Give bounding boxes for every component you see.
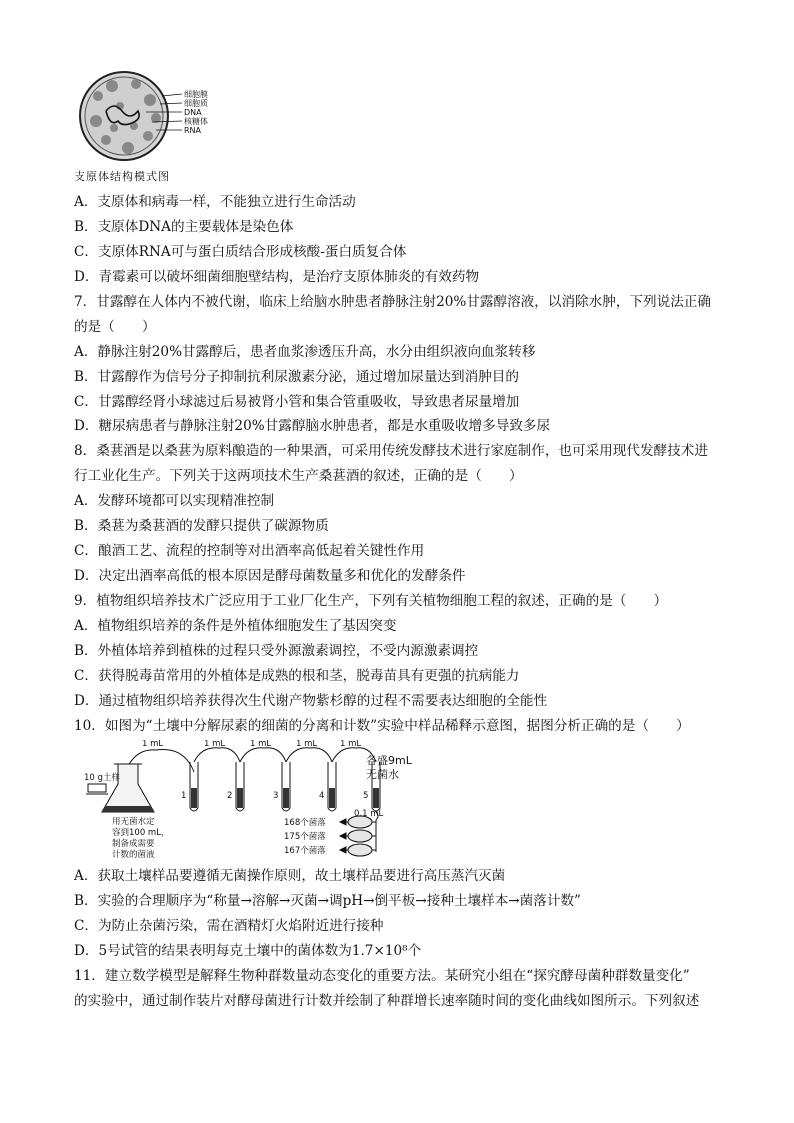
q7-stem-line1: 7．甘露醇在人体内不被代谢，临床上给脑水肿患者静脉注射20%甘露醇溶液，以消除水肿，下列说法正确 xyxy=(74,294,711,310)
q8-option-c: C．酿酒工艺、流程的控制等对出酒率高低起着关键性作用 xyxy=(74,543,425,559)
mycoplasma-structure-figure xyxy=(76,66,256,166)
colony-count-2: 175个菌落 xyxy=(284,832,326,842)
tube-number-1: 1 xyxy=(181,791,187,801)
q9-option-b: B．外植体培养到植株的过程只受外源激素调控，不受内源激素调控 xyxy=(74,643,479,659)
q10-option-b: B．实验的合理顺序为“称量→溶解→灭菌→调pH→倒平板→接种土壤样本→菌落计数” xyxy=(74,893,582,909)
q8-option-d: D．决定出酒率高低的根本原因是酵母菌数量多和优化的发酵条件 xyxy=(74,568,466,584)
tube-number-3: 3 xyxy=(273,791,279,801)
q9-stem: 9．植物组织培养技术广泛应用于工业厂化生产，下列有关植物细胞工程的叙述，正确的是（ ） xyxy=(74,593,668,609)
tube-note-2: 无菌水 xyxy=(366,768,399,781)
sample-label: 10 g土样 xyxy=(84,773,120,783)
label-rna: RNA xyxy=(184,126,202,135)
q9-option-a: A．植物组织培养的条件是外植体细胞发生了基因突变 xyxy=(74,618,397,634)
dilution-diagram xyxy=(84,740,434,865)
transfer-label-4: 1 mL xyxy=(296,740,318,749)
transfer-label-3: 1 mL xyxy=(250,740,272,749)
q10-option-c: C．为防止杂菌污染，需在酒精灯火焰附近进行接种 xyxy=(74,918,384,934)
q10-stem: 10．如图为“土壤中分解尿素的细菌的分离和计数”实验中样品稀释示意图，据图分析正确的是（ ） xyxy=(74,718,690,734)
q7-stem-line2: 的是（ ） xyxy=(74,319,156,335)
q6-option-c: C．支原体RNA可与蛋白质结合形成核酸-蛋白质复合体 xyxy=(74,244,407,260)
q7-option-b: B．甘露醇作为信号分子抑制抗利尿激素分泌，通过增加尿量达到消肿目的 xyxy=(74,369,519,385)
q7-option-d: D．糖尿病患者与静脉注射20%甘露醇脑水肿患者，都是水重吸收增多导致多尿 xyxy=(74,418,551,434)
label-cell-membrane: 细胞膜 xyxy=(184,90,208,99)
label-ribosome: 核糖体 xyxy=(184,117,208,126)
flask-note-1: 用无菌水定 xyxy=(112,817,155,827)
flask-note-3: 制备成需要 xyxy=(112,839,155,849)
q11-stem-line2: 的实验中，通过制作装片对酵母菌进行计数并绘制了种群增长速率随时间的变化曲线如图所示。下列叙述 xyxy=(74,993,700,1009)
q10-option-a: A．获取土壤样品要遵循无菌操作原则，故土壤样品要进行高压蒸汽灭菌 xyxy=(74,868,506,884)
q8-stem-line2: 行工业化生产。下列关于这两项技术生产桑葚酒的叙述，正确的是（ ） xyxy=(74,468,523,484)
q8-option-b: B．桑葚为桑葚酒的发酵只提供了碳源物质 xyxy=(74,518,329,534)
q8-option-a: A．发酵环境都可以实现精准控制 xyxy=(74,493,275,509)
flask-note-4: 计数的菌液 xyxy=(112,850,155,860)
q9-option-d: D．通过植物组织培养获得次生代谢产物紫杉醇的过程不需要表达细胞的全能性 xyxy=(74,693,548,709)
tube-number-4: 4 xyxy=(319,791,325,801)
colony-count-1: 168个菌落 xyxy=(284,818,326,828)
figure-caption: 支原体结构模式图 xyxy=(74,170,170,183)
q6-option-d: D．青霉素可以破坏细菌细胞壁结构，是治疗支原体肺炎的有效药物 xyxy=(74,269,480,285)
q6-option-a: A．支原体和病毒一样，不能独立进行生命活动 xyxy=(74,194,356,210)
transfer-label-2: 1 mL xyxy=(204,740,226,749)
label-dna: DNA xyxy=(184,108,202,117)
plating-volume: 0.1 mL xyxy=(354,809,384,819)
q11-stem-line1: 11．建立数学模型是解释生物种群数量动态变化的重要方法。某研究小组在“探究酵母菌种群数量变化” xyxy=(74,968,690,984)
colony-count-3: 167个菌落 xyxy=(284,846,326,856)
flask-note-2: 容到100 mL， xyxy=(112,828,170,838)
q9-option-c: C．获得脱毒苗常用的外植体是成熟的根和茎，脱毒苗具有更强的抗病能力 xyxy=(74,668,520,684)
label-cytoplasm: 细胞质 xyxy=(184,99,208,108)
transfer-label-5: 1 mL xyxy=(340,740,362,749)
q6-option-b: B．支原体DNA的主要载体是染色体 xyxy=(74,219,294,235)
tube-note-1: 各盛9mL xyxy=(366,754,412,767)
transfer-label-1: 1 mL xyxy=(142,740,164,749)
q7-option-a: A．静脉注射20%甘露醇后，患者血浆渗透压升高，水分由组织液向血浆转移 xyxy=(74,344,536,360)
q10-option-d: D．5号试管的结果表明每克土壤中的菌体数为1.7×10⁸个 xyxy=(74,943,422,959)
tube-number-5: 5 xyxy=(363,791,369,801)
q8-stem-line1: 8．桑葚酒是以桑葚为原料酿造的一种果酒，可采用传统发酵技术进行家庭制作，也可采用现代发酵技术进 xyxy=(74,443,708,459)
tube-number-2: 2 xyxy=(227,791,233,801)
q7-option-c: C．甘露醇经肾小球滤过后易被肾小管和集合管重吸收，导致患者尿量增加 xyxy=(74,394,520,410)
